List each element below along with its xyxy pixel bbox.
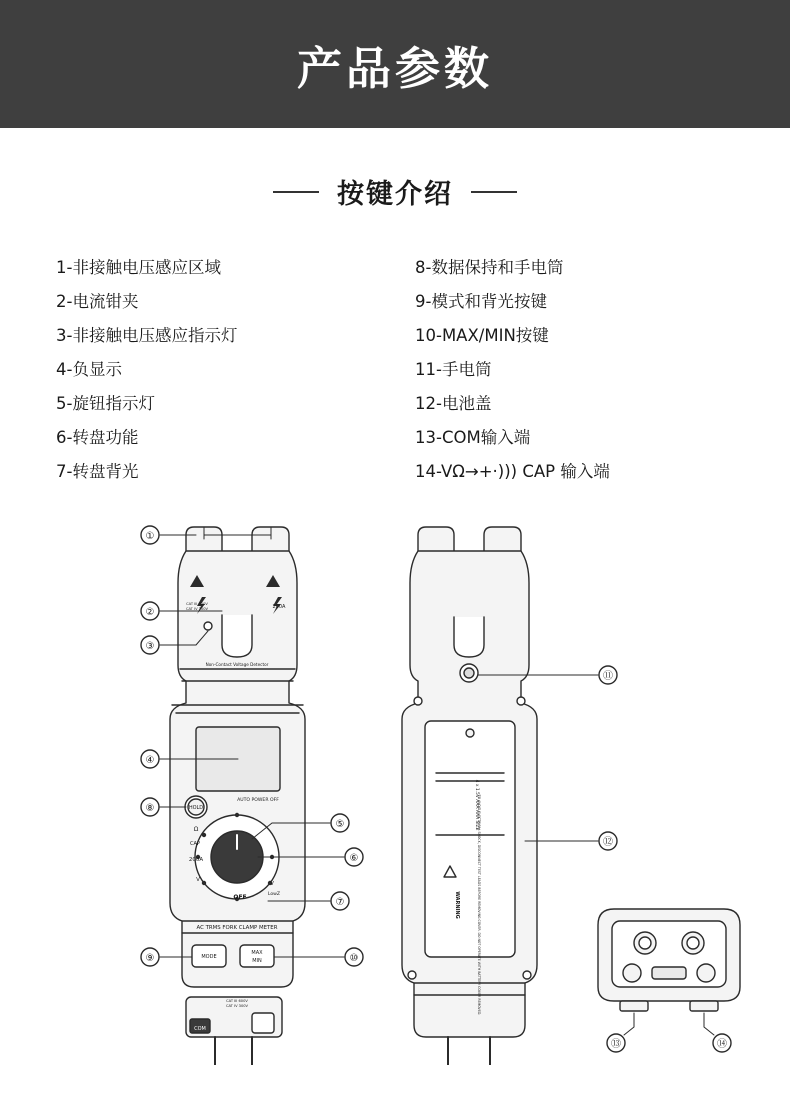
- dial-voltac-label: V: [270, 881, 274, 887]
- list-item: 13-COM输入端: [415, 428, 531, 447]
- page-banner: [0, 0, 790, 128]
- dial-voltdc-label: V: [196, 877, 200, 883]
- model-name-label: AC TRMS FORK CLAMP METER: [196, 925, 278, 931]
- callout-10: ⑩: [349, 953, 359, 964]
- callout-8: ⑧: [145, 803, 155, 814]
- com-terminal-label: COM: [194, 1026, 206, 1032]
- list-item: 9-模式和背光按键: [415, 292, 547, 311]
- warning-body-label: TO AVOID ELECTRICAL SHOCK, DISCONNECT TEST LEADS BEFORE REMOVING COVER. DO NOT OPERATE WITH BATTERY COVER REMOVED.: [477, 794, 481, 1016]
- device-back-view: [402, 527, 537, 1065]
- current-range-label: 200A: [272, 604, 286, 610]
- callout-7: ⑦: [335, 897, 345, 908]
- callout-3: ③: [145, 641, 155, 652]
- list-item: 5-旋钮指示灯: [56, 394, 155, 413]
- callout-5: ⑤: [335, 819, 345, 830]
- legend-column-right: [395, 251, 734, 489]
- callout-12: ⑫: [603, 837, 613, 848]
- list-item: 2-电流钳夹: [56, 292, 139, 311]
- product-diagram: [0, 505, 790, 1065]
- callout-13: ⑬: [611, 1039, 621, 1050]
- callout-1: ①: [145, 531, 155, 542]
- cat-rating-left: CAT III 600V: [186, 602, 208, 606]
- callout-2: ②: [145, 607, 155, 618]
- min-button-label: MIN: [252, 958, 262, 964]
- rule-left: [273, 191, 319, 193]
- dial-lowz-label: LowZ: [267, 892, 281, 897]
- diagram-svg: [0, 505, 790, 1065]
- rule-right: [471, 191, 517, 193]
- max-button-label: MAX: [251, 950, 263, 956]
- list-item: 1-非接触电压感应区域: [56, 258, 221, 277]
- callout-4: ④: [145, 755, 155, 766]
- list-item: 7-转盘背光: [56, 462, 139, 481]
- section-title: 按键介绍: [337, 179, 453, 210]
- device-bottom-view: [598, 909, 740, 1011]
- ncv-label: Non-Contact Voltage Detector: [205, 662, 269, 667]
- page-title: 产品参数: [296, 41, 493, 95]
- dial-off-label: OFF: [233, 894, 247, 901]
- list-item: 10-MAX/MIN按键: [415, 326, 549, 345]
- list-item: 4-负显示: [56, 360, 122, 379]
- list-item: 12-电池盖: [415, 394, 492, 413]
- legend-column-left: [56, 251, 395, 489]
- list-item: 8-数据保持和手电筒: [415, 258, 564, 277]
- hold-button-label: HOLD: [188, 805, 204, 811]
- warning-title-label: WARNING: [454, 891, 460, 919]
- list-item: 11-手电筒: [415, 360, 492, 379]
- list-item: 3-非接触电压感应指示灯: [56, 326, 238, 345]
- callout-6: ⑥: [349, 853, 359, 864]
- list-item: 14-VΩ→+·))) CAP 输入端: [415, 462, 610, 481]
- dial-cap-label: CAP: [190, 841, 200, 847]
- battery-spec-label: 4 x 1.5V AAA AAA SIZE: [474, 779, 479, 831]
- callout-11: ⑪: [603, 671, 613, 682]
- section-heading: [0, 172, 790, 211]
- cat-rating-left-2: CAT IV 300V: [185, 607, 209, 611]
- callout-14: ⑭: [717, 1039, 727, 1050]
- dial-amp-label: 200A: [188, 857, 204, 863]
- legend-list: [0, 251, 790, 489]
- auto-power-off-label: AUTO POWER OFF: [237, 798, 279, 803]
- callout-9: ⑨: [145, 953, 155, 964]
- cat-rating-bottom: CAT III 600V: [226, 999, 248, 1003]
- dial-ohm-label: Ω: [193, 826, 199, 833]
- mode-button-label: MODE: [201, 954, 217, 960]
- list-item: 6-转盘功能: [56, 428, 139, 447]
- cat-rating-bottom-2: CAT IV 300V: [225, 1004, 249, 1008]
